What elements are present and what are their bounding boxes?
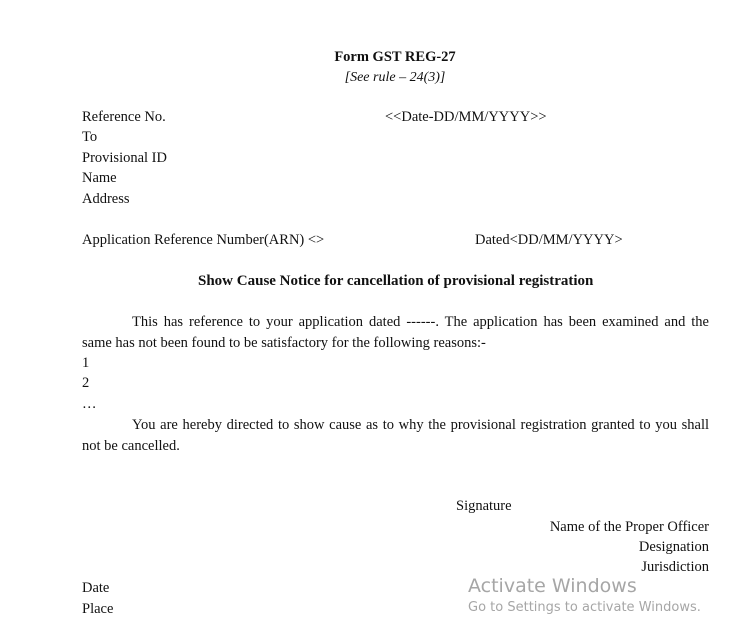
arn-label: Application Reference Number(ARN) <>: [82, 232, 325, 248]
reference-no-label: Reference No.: [82, 109, 166, 125]
signature-label: Signature: [456, 498, 512, 514]
name-label: Name: [82, 170, 117, 186]
notice-paragraph-reference: This has reference to your application dated ------. The application has been examined and the same has not been found to be satisfactory for the following reasons:-: [82, 314, 709, 351]
form-title: Form GST REG-27: [334, 49, 456, 65]
provisional-id-label: Provisional ID: [82, 150, 167, 166]
watermark-title: Activate Windows: [468, 575, 637, 597]
form-rule: [See rule – 24(3)]: [344, 70, 446, 85]
officer-name-label: Name of the Proper Officer: [549, 519, 709, 535]
reason-ellipsis: …: [82, 396, 97, 412]
date-placeholder: <<Date-DD/MM/YYYY>>: [385, 109, 547, 125]
reason-item: 2: [82, 375, 90, 391]
jurisdiction-label: Jurisdiction: [641, 559, 709, 575]
watermark-subtitle: Go to Settings to activate Windows.: [468, 600, 701, 615]
to-label: To: [82, 129, 98, 145]
dated-label: Dated<DD/MM/YYYY>: [475, 232, 623, 248]
designation-label: Designation: [638, 539, 709, 555]
address-label: Address: [82, 191, 130, 207]
reason-item: 1: [82, 355, 90, 371]
notice-heading: Show Cause Notice for cancellation of provisional registration: [198, 273, 594, 289]
footer-place-label: Place: [82, 601, 114, 617]
notice-paragraph-directive: You are hereby directed to show cause as to why the provisional registration granted to you shall not be cancelled.: [82, 417, 709, 454]
footer-date-label: Date: [82, 580, 110, 596]
